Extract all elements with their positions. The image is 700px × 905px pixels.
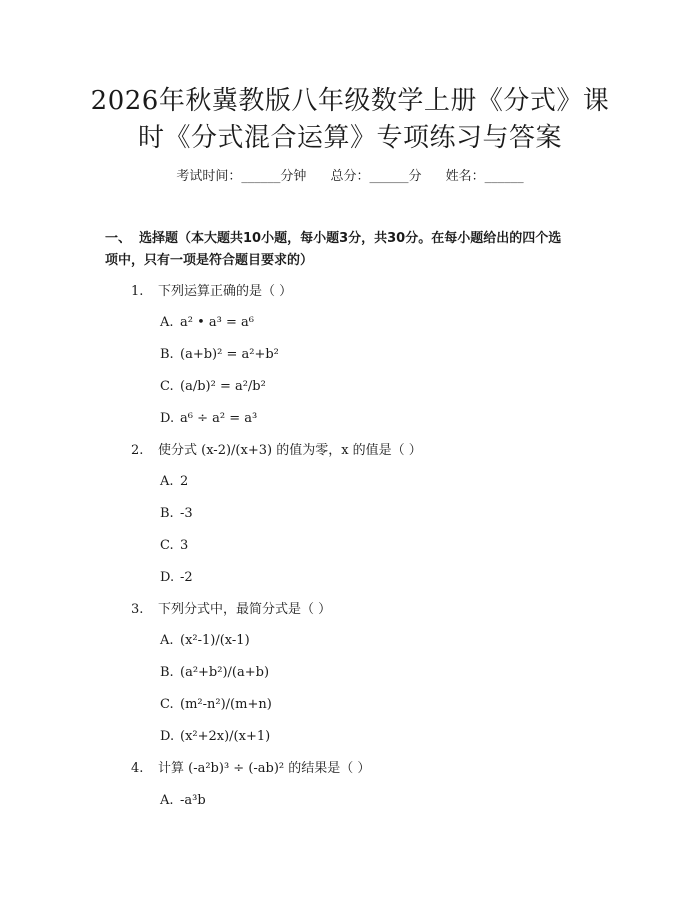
document-title-line-2: 时《分式混合运算》专项练习与答案	[137, 123, 562, 153]
option-letter: C.	[160, 538, 174, 553]
student-name-field: 姓名：______	[445, 169, 524, 184]
question-text: 计算 (-a²b)³ ÷ (-ab)² 的结果是（ ）	[158, 761, 371, 776]
option-letter: A.	[160, 633, 174, 648]
option-text: (x²-1)/(x-1)	[180, 633, 250, 648]
question-3	[131, 600, 331, 620]
question-4	[131, 759, 370, 779]
section-heading-text: 选择题（本大题共10小题，每小题3分，共30分。在每小题给出的四个选	[139, 231, 562, 246]
section-heading-continued: 项中，只有一项是符合题目要求的）	[105, 253, 314, 268]
option-letter: C.	[160, 697, 174, 712]
option-text: (x²+2x)/(x+1)	[180, 729, 271, 744]
question-3-option-a	[160, 631, 250, 651]
option-text: (a²+b²)/(a+b)	[180, 665, 270, 680]
exam-meta	[0, 166, 700, 188]
option-letter: D.	[160, 411, 175, 426]
question-text: 使分式 (x-2)/(x+3) 的值为零，x 的值是（ ）	[158, 443, 422, 458]
document-title-line-1: 2026年秋冀教版八年级数学上册《分式》课	[90, 86, 610, 116]
section-heading	[105, 228, 605, 272]
option-text: (a/b)² = a²/b²	[180, 379, 266, 394]
question-1-option-a	[160, 313, 254, 333]
question-3-option-c	[160, 695, 272, 715]
question-text: 下列运算正确的是（ ）	[158, 284, 293, 299]
option-letter: A.	[160, 474, 174, 489]
option-letter: A.	[160, 315, 174, 330]
total-score-field: 总分：______分	[330, 169, 422, 184]
option-text: 3	[180, 538, 189, 553]
option-letter: A.	[160, 793, 174, 808]
question-2	[131, 441, 422, 461]
question-text: 下列分式中，最简分式是（ ）	[158, 602, 332, 617]
question-number: 1.	[131, 284, 144, 299]
option-text: a² • a³ = a⁶	[180, 315, 254, 330]
question-number: 4.	[131, 761, 144, 776]
question-2-option-a	[160, 472, 188, 492]
question-2-option-d	[160, 568, 193, 588]
option-letter: B.	[160, 347, 174, 362]
option-letter: D.	[160, 729, 175, 744]
question-1-option-c	[160, 377, 266, 397]
option-text: -3	[180, 506, 193, 521]
option-text: (m²-n²)/(m+n)	[180, 697, 272, 712]
section-number: 一、	[105, 231, 132, 246]
question-1	[131, 282, 292, 302]
question-3-option-d	[160, 727, 270, 747]
question-4-option-a	[160, 791, 206, 811]
question-2-option-b	[160, 504, 193, 524]
question-number: 3.	[131, 602, 144, 617]
option-text: 2	[180, 474, 189, 489]
option-letter: D.	[160, 570, 175, 585]
question-1-option-b	[160, 345, 279, 365]
question-3-option-b	[160, 663, 269, 683]
question-number: 2.	[131, 443, 144, 458]
option-text: a⁶ ÷ a² = a³	[180, 411, 258, 426]
question-2-option-c	[160, 536, 188, 556]
option-text: -2	[180, 570, 193, 585]
option-text: -a³b	[180, 793, 206, 808]
question-1-option-d	[160, 409, 257, 429]
option-letter: B.	[160, 506, 174, 521]
option-text: (a+b)² = a²+b²	[180, 347, 279, 362]
option-letter: C.	[160, 379, 174, 394]
exam-time-field: 考试时间：______分钟	[176, 169, 307, 184]
option-letter: B.	[160, 665, 174, 680]
